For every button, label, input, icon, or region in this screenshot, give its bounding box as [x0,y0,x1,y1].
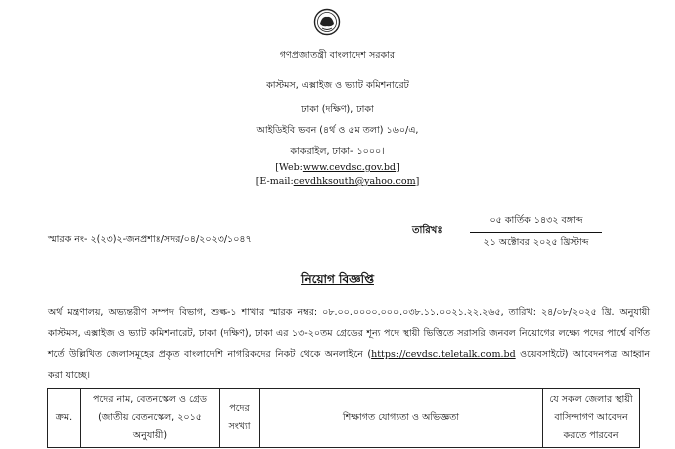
website-suffix: ] [396,162,400,173]
header-govt-name: গণপ্রজাতন্ত্রী বাংলাদেশ সরকার [279,50,396,61]
website-link[interactable]: www.cevdsc.gov.bd [302,162,396,173]
notice-title-text: নিয়োগ বিজ্ঞপ্তি [301,272,374,286]
date-english: ২১ অক্টোবর ২০২৫ খ্রিস্টাব্দ [483,237,589,248]
email-prefix: [E-mail: [255,176,294,187]
header-address-area: কাকরাইল, ঢাকা- ১০০০। [290,146,385,157]
col-count: পদের সংখ্যা [220,389,260,448]
application-url-link[interactable]: https://cevdsc.teletalk.com.bd [371,349,516,360]
memo-number: স্মারক নং- ২(২৩)২-জনপ্রশাঃ/সদর/০৪/২০২৩/১০৪৭ [48,234,252,245]
col-serial: ক্রম. [48,389,81,448]
header-website [0,162,675,173]
website-prefix: [Web: [275,162,303,173]
date-block [470,214,602,251]
notice-body-part2: ওয়েবসাইটে) আবেদনপত্র আহ্বান করা যাচ্ছে। [48,349,651,381]
posts-table [47,388,640,448]
notice-title [0,271,675,291]
header-email [0,176,675,187]
notice-body [48,302,650,386]
col-post: পদের নাম, বেতনস্কেল ও গ্রেড (জাতীয় বেতনস্কেল, ২০১৫ অনুযায়ী) [81,389,220,448]
email-suffix: ] [415,176,420,187]
header-address-building: আইডিইবি ভবন (৪র্থ ও ৫ম তলা) ১৬০/এ, [256,125,419,136]
col-qualification: শিক্ষাগত যোগ্যতা ও অভিজ্ঞতা [260,389,543,448]
government-seal-logo [310,8,344,36]
date-bangla: ০৫ কার্তিক ১৪৩২ বঙ্গাব্দ [470,214,602,233]
table-header-row [48,389,640,448]
header-office-name: কাস্টমস, এক্সাইজ ও ভ্যাট কমিশনারেট [266,80,409,91]
email-link[interactable]: cevdhksouth@yahoo.com [293,176,416,187]
notice-body-part1: অর্থ মন্ত্রণালয়, অভ্যন্তরীণ সম্পদ বিভাগ, শুল্ক-১ শাখার স্মারক নম্বর: ০৮.০০.০০০০.০০০.০৩৮.১১.০০২১.২২.২৬৫, তারিখ: ২৪/০৮/২০২৫ খ্রি. অনুযায়ী কাস্টমস, এক্সাইজ ও ভ্যাট কমিশনারেট, ঢাকা (দক্ষিণ), ঢাকা এর ১৩-২০তম গ্রেডের শূন্য পদে স্থায়ী ভিত্তিতে সরাসরি জনবল নিয়োগের লক্ষ্যে পদের পার্শ্বে বর্ণিত শর্তে উল্লিখিত জেলাসমূহের প্রকৃত বাংলাদেশি নাগরিকদের নিকট থেকে অনলাইনে ( [48,307,650,360]
date-label: তারিখঃ [412,225,443,236]
header-office-city: ঢাকা (দক্ষিণ), ঢাকা [301,104,374,115]
col-district: যে সকল জেলার স্থায়ী বাসিন্দাগণ আবেদন করতে পারবেন [543,389,640,448]
